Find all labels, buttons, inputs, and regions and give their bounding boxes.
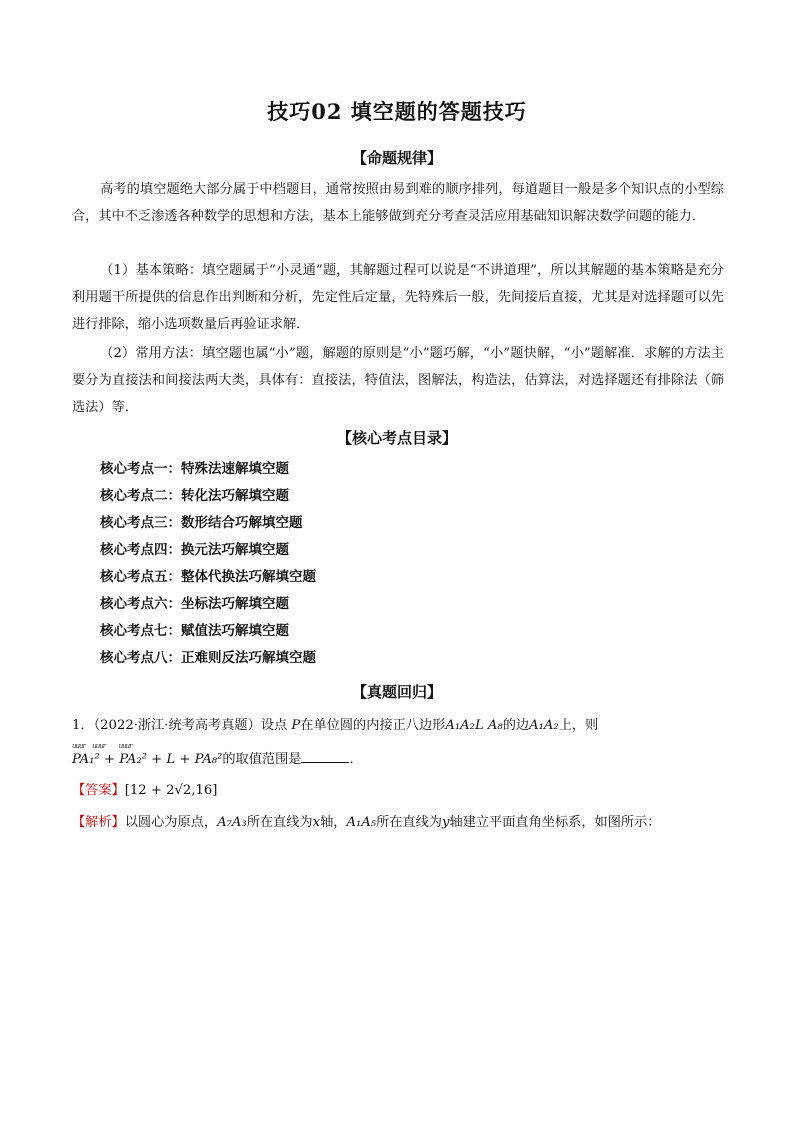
- answer-value: [12 + 2√2,16]: [124, 783, 218, 798]
- page-title: 技巧02 填空题的答题技巧: [267, 99, 527, 124]
- toc-item: 核心考点二：转化法巧解填空题: [100, 488, 289, 504]
- vector-sum-expression: uuur uuur uuur PA₁² + PA₂² + L + PA₈²: [72, 742, 223, 767]
- toc-item: 核心考点三：数形结合巧解填空题: [100, 515, 303, 531]
- answer-label: 【答案】: [72, 783, 125, 798]
- question-1-line-2: uuur uuur uuur PA₁² + PA₂² + L + PA₈²的取值范围是 ．: [72, 748, 363, 770]
- question-1-line-1: 1．（2022·浙江·统考高考真题）设点 P在单位圆的内接正八边形A₁A₂L A₈的边A₁A₂上，则: [72, 718, 599, 733]
- toc-item: 核心考点一：特殊法速解填空题: [100, 461, 289, 477]
- section-heading-rules: 【命题规律】: [351, 149, 442, 167]
- section-heading-toc: 【核心考点目录】: [336, 429, 457, 447]
- octagon-label: A₁A₂L A₈: [445, 718, 503, 733]
- toc-item: 核心考点七：赋值法巧解填空题: [100, 623, 289, 639]
- answer-blank: [301, 748, 349, 763]
- analysis-line: 【解析】以圆心为原点，A₇A₃所在直线为x轴，A₁A₅所在直线为y轴建立平面直角坐标系，如图所示：: [72, 815, 661, 830]
- analysis-label: 【解析】: [72, 815, 125, 830]
- vector-arrow-icon: uuur uuur uuur: [72, 742, 132, 750]
- toc-item: 核心考点六：坐标法巧解填空题: [100, 596, 289, 612]
- toc-item: 核心考点四：换元法巧解填空题: [100, 542, 289, 558]
- answer-line: [72, 781, 217, 801]
- question-number: 1．: [72, 718, 94, 733]
- core-topics-list: [100, 456, 500, 672]
- toc-item: 核心考点五：整体代换法巧解填空题: [100, 569, 316, 585]
- toc-item: 核心考点八：正难则反法巧解填空题: [100, 650, 316, 666]
- intro-paragraph-3: （2）常用方法：填空题也属“小”题，解题的原则是“小”题巧解，“小”题快解，“小”题解准．求解的方法主要分为直接法和间接法两大类，具体有：直接法，特值法，图解法，构造法，估算法，对选择题还有排除法（筛选法）等．: [72, 346, 724, 415]
- point-p: P: [291, 718, 301, 733]
- intro-paragraph-1: 高考的填空题绝大部分属于中档题目，通常按照由易到难的顺序排列，每道题目一般是多个知识点的小型综合，其中不乏渗透各种数学的思想和方法，基本上能够做到充分考查灵活应用基础知识解决数学问题的能力．: [72, 182, 724, 224]
- section-heading-past-exams: 【真题回归】: [351, 683, 442, 701]
- question-source: （2022·浙江·统考高考真题）: [93, 718, 261, 733]
- edge-label: A₁A₂: [529, 718, 559, 733]
- intro-paragraph-2: （1）基本策略：填空题属于“小灵通”题，其解题过程可以说是“不讲道理”，所以其解题的基本策略是充分利用题干所提供的信息作出判断和分析，先定性后定量，先特殊后一般，先间接后直接，尤其是对选择题可以先进行排除，缩小选项数量后再验证求解．: [72, 263, 724, 332]
